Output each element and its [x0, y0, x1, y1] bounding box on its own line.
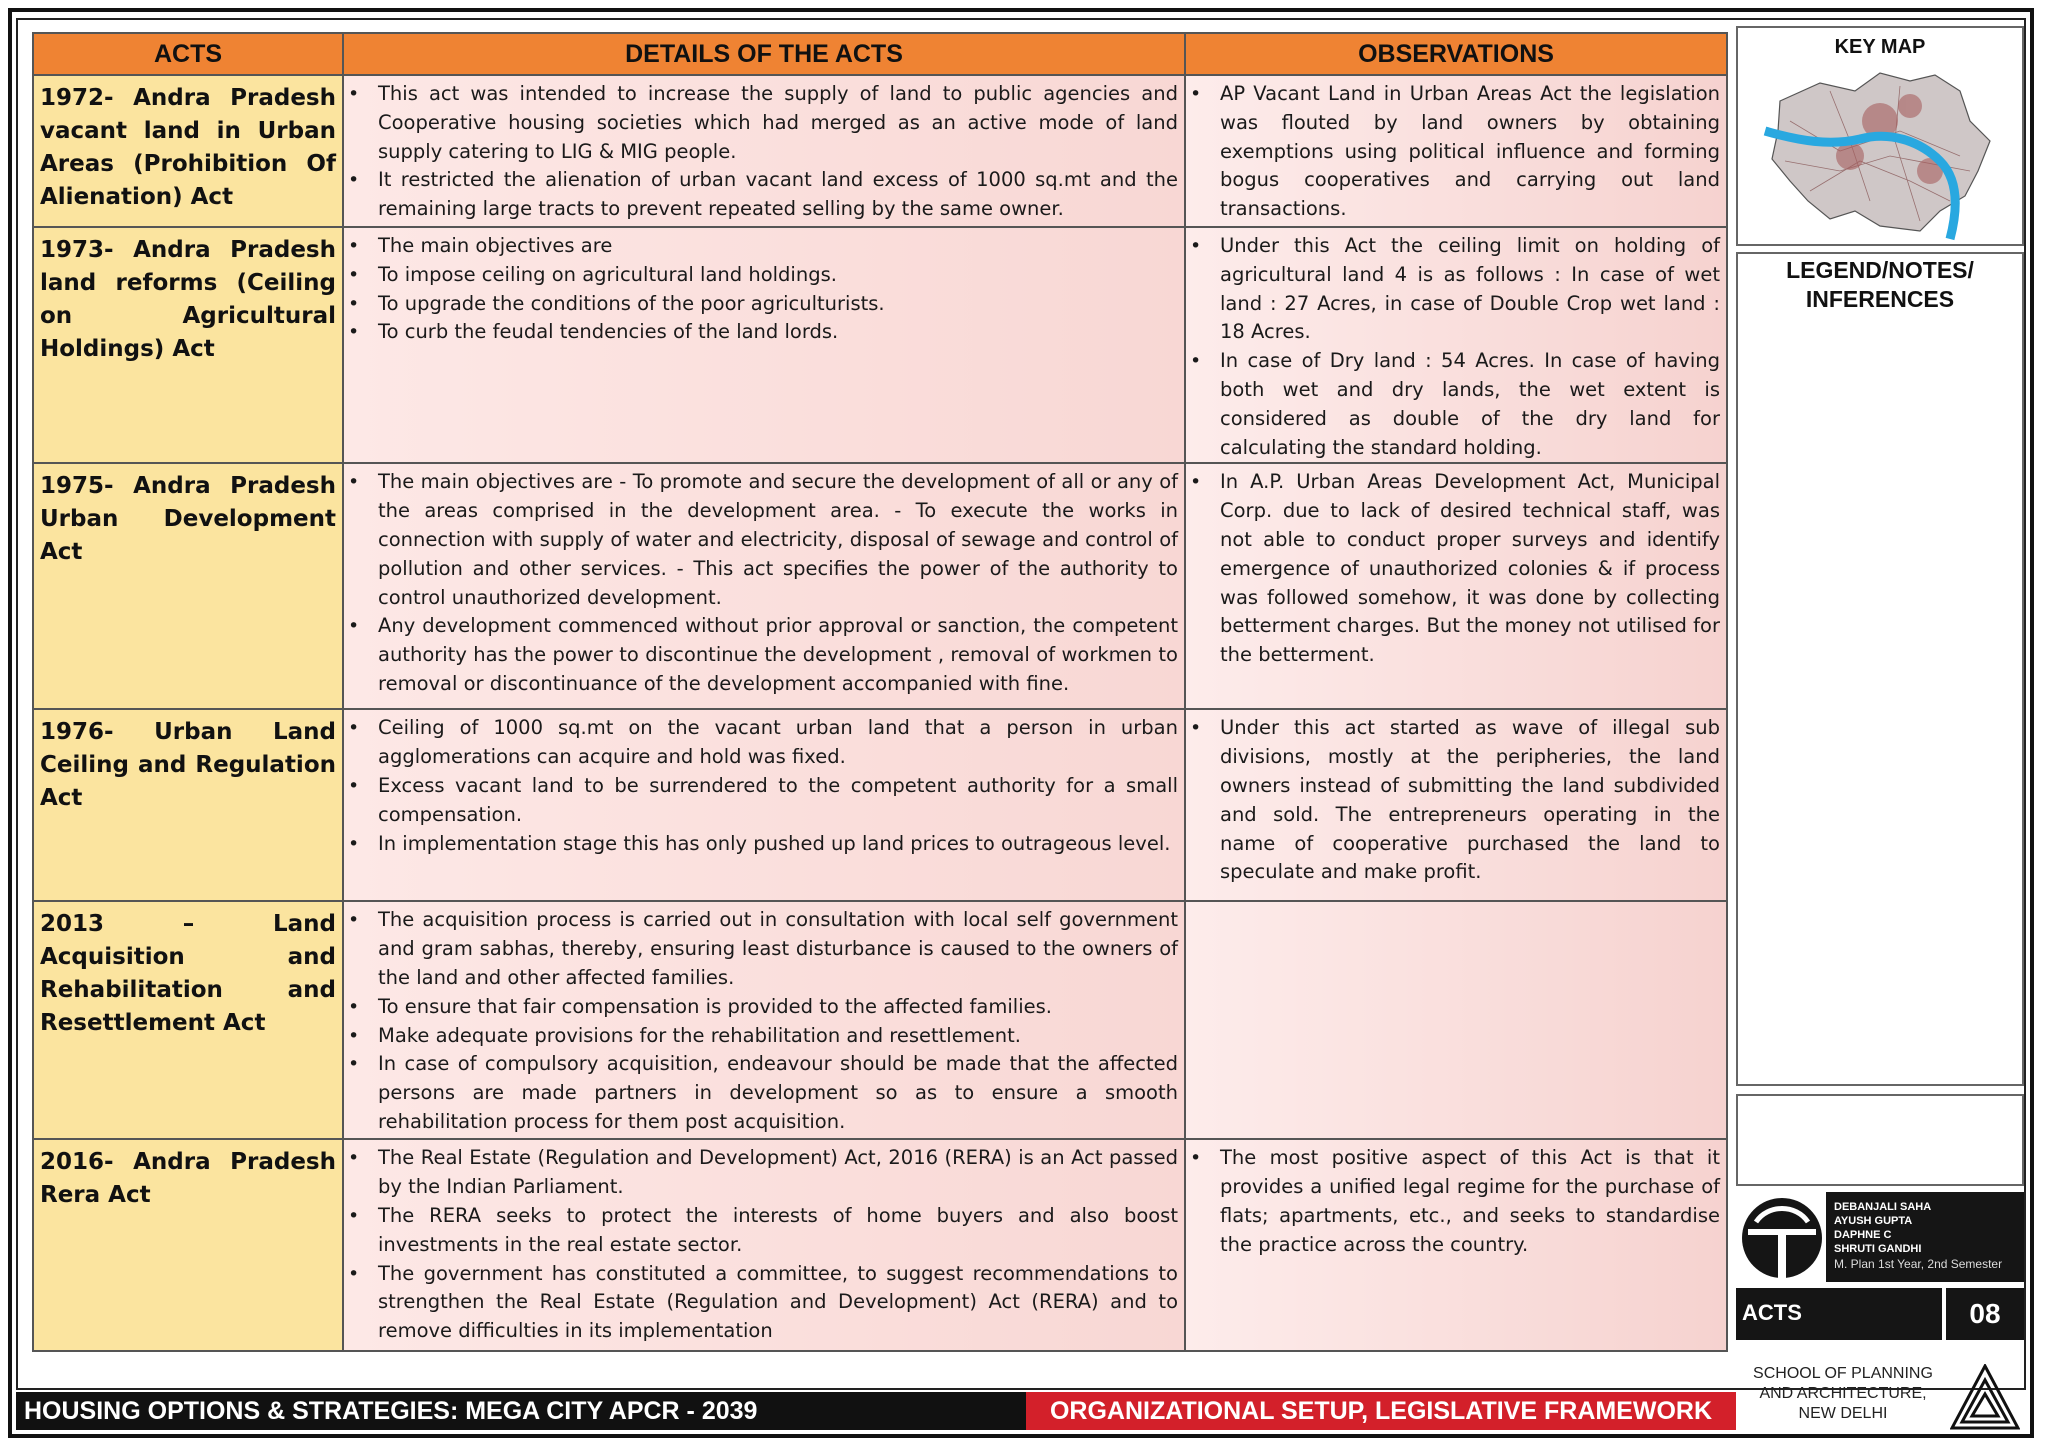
key-map-image — [1760, 61, 2000, 241]
act-observations-cell — [1185, 709, 1727, 901]
school-name — [1736, 1364, 1950, 1424]
bullet-item: • It restricted the alienation of urban vacant land excess of 1000 sq.mt and the remaining large tracts to prevent repeated selling by the same owner. — [378, 166, 1178, 224]
bullet-item: • The government has constituted a committee, to suggest recommendations to strengthen the Real Estate (Regulation and Development) Act (RERA) and to remove difficulties in its implementation — [378, 1260, 1178, 1346]
act-name-cell: 1972- Andra Pradesh vacant land in Urban Areas (Prohibition Of Alienation) Act — [33, 75, 343, 227]
bullet-item: • To impose ceiling on agricultural land holdings. — [378, 261, 1178, 290]
bullet-item: • To ensure that fair compensation is provided to the affected families. — [378, 993, 1178, 1022]
act-name-cell: 1975- Andra Pradesh Urban Development Act — [33, 463, 343, 709]
table-row — [33, 1139, 1727, 1351]
details-bullet-list — [344, 80, 1178, 224]
act-name-cell: 1973- Andra Pradesh land reforms (Ceiling on Agricultural Holdings) Act — [33, 227, 343, 463]
author-name: DEBANJALI SAHA — [1834, 1201, 1932, 1213]
bullet-item: • Make adequate provisions for the rehabilitation and resettlement. — [378, 1022, 1178, 1051]
semester-label: M. Plan 1st Year, 2nd Semester — [1834, 1257, 2003, 1271]
act-details-cell — [343, 75, 1185, 227]
author-name: DAPHNE C — [1834, 1229, 1892, 1241]
bullet-item: • Under this Act the ceiling limit on holding of agricultural land 4 is as follows : In case of wet land : 27 Acres, in case of Double Crop wet land : 18 Acres. — [1220, 232, 1720, 347]
footer-project-title: HOUSING OPTIONS & STRATEGIES: MEGA CITY APCR - 2039 — [16, 1392, 1026, 1430]
details-bullet-list — [344, 714, 1178, 858]
bullet-item: • The most positive aspect of this Act is that it provides a unified legal regime for the purchase of flats; apartments, etc., and seeks to standardise the practice across the country. — [1220, 1144, 1720, 1259]
legend-title-line2: INFERENCES — [1805, 286, 1955, 312]
table-row — [33, 901, 1727, 1139]
sheet-title: ACTS — [1736, 1288, 1942, 1340]
table-row — [33, 709, 1727, 901]
act-name-cell: 2013 – Land Acquisition and Rehabilitation and Resettlement Act — [33, 901, 343, 1139]
table-row — [33, 227, 1727, 463]
bullet-item: • AP Vacant Land in Urban Areas Act the legislation was flouted by land owners by obtaining exemptions using political influence and forming bogus cooperatives and carrying out land transactions. — [1220, 80, 1720, 224]
bullet-item: • In A.P. Urban Areas Development Act, Municipal Corp. due to lack of desired technical staff, was not able to conduct proper surveys and identify emergence of unauthorized colonies & if process was followed somehow, it was done by collecting betterment charges. But the money not utilised for the betterment. — [1220, 468, 1720, 670]
notes-blank-panel — [1736, 1094, 2024, 1186]
act-details-cell — [343, 901, 1185, 1139]
observations-bullet-list — [1186, 1144, 1720, 1259]
sheet-number: 08 — [1946, 1288, 2024, 1340]
details-bullet-list — [344, 1144, 1178, 1346]
school-name-line: SCHOOL OF PLANNING — [1753, 1365, 1933, 1382]
author-name: AYUSH GUPTA — [1834, 1215, 1913, 1227]
table-row — [33, 75, 1727, 227]
bullet-item: • Ceiling of 1000 sq.mt on the vacant urban land that a person in urban agglomerations can acquire and hold was fixed. — [378, 714, 1178, 772]
school-name-line: NEW DELHI — [1798, 1405, 1888, 1422]
bullet-item: • The main objectives are - To promote and secure the development of all or any of the areas comprised in the development area. - To execute the works in connection with supply of water and electricity, disposal of sewage and control of pollution and other services. - This act specifies the power of the authority to control unauthorized development. — [378, 468, 1178, 612]
legend-title-line1: LEGEND/NOTES/ — [1786, 257, 1974, 283]
act-observations-cell — [1185, 75, 1727, 227]
bullet-item: • Excess vacant land to be surrendered to the competent authority for a small compensation. — [378, 772, 1178, 830]
authors-box — [1826, 1192, 2024, 1282]
school-name-line: AND ARCHITECTURE, — [1759, 1385, 1927, 1402]
bullet-item: • To upgrade the conditions of the poor agriculturists. — [378, 290, 1178, 319]
bullet-item: • The RERA seeks to protect the interests of home buyers and also boost investments in the real estate sector. — [378, 1202, 1178, 1260]
act-details-cell — [343, 227, 1185, 463]
bullet-item: • In case of Dry land : 54 Acres. In case of having both wet and dry lands, the wet extent is considered as double of the dry land for calculating the standard holding. — [1220, 347, 1720, 462]
header-details: DETAILS OF THE ACTS — [343, 33, 1185, 75]
details-bullet-list — [344, 906, 1178, 1136]
act-observations-cell — [1185, 901, 1727, 1139]
observations-bullet-list — [1186, 80, 1720, 224]
bullet-item: • Any development commenced without prior approval or sanction, the competent authority has the power to discontinue the development , removal of workmen to removal or discontinuance of the development accompanied with fine. — [378, 612, 1178, 698]
header-acts: ACTS — [33, 33, 343, 75]
bullet-item: • In case of compulsory acquisition, endeavour should be made that the affected persons are made partners in development so as to ensure a smooth rehabilitation process for them post acquisition. — [378, 1050, 1178, 1136]
key-map-title: KEY MAP — [1834, 36, 1926, 58]
key-map-panel — [1736, 26, 2024, 246]
footer-section-title: ORGANIZATIONAL SETUP, LEGISLATIVE FRAMEWORK — [1026, 1392, 1736, 1430]
observations-bullet-list — [1186, 468, 1720, 670]
header-observations: OBSERVATIONS — [1185, 33, 1727, 75]
act-details-cell — [343, 463, 1185, 709]
author-name: SHRUTI GANDHI — [1834, 1243, 1922, 1255]
observations-bullet-list — [1186, 714, 1720, 887]
bullet-item: • This act was intended to increase the supply of land to public agencies and Cooperative housing societies which had merged as an active mode of land supply catering to LIG & MIG people. — [378, 80, 1178, 166]
act-observations-cell — [1185, 1139, 1727, 1351]
act-details-cell — [343, 709, 1185, 901]
bullet-item: • The main objectives are — [378, 232, 1178, 261]
table-header-row — [33, 33, 1727, 75]
details-bullet-list — [344, 468, 1178, 698]
bullet-item: • Under this act started as wave of illegal sub divisions, mostly at the peripheries, the land owners instead of submitting the land subdivided and sold. The entrepreneurs operating in the name of cooperative purchased the land to speculate and make profit. — [1220, 714, 1720, 887]
observations-bullet-list — [1186, 232, 1720, 462]
table-row — [33, 463, 1727, 709]
details-bullet-list — [344, 232, 1178, 347]
act-name-cell: 2016- Andra Pradesh Rera Act — [33, 1139, 343, 1351]
act-details-cell — [343, 1139, 1185, 1351]
act-observations-cell — [1185, 463, 1727, 709]
spa-logo-icon — [1738, 1192, 1826, 1280]
act-observations-cell — [1185, 227, 1727, 463]
bullet-item: • The Real Estate (Regulation and Development) Act, 2016 (RERA) is an Act passed by the Indian Parliament. — [378, 1144, 1178, 1202]
bullet-item: • The acquisition process is carried out in consultation with local self government and gram sabhas, thereby, ensuring least disturbance is caused to the owners of the land and other affected families. — [378, 906, 1178, 992]
legend-panel — [1736, 252, 2024, 1086]
bullet-item: • To curb the feudal tendencies of the land lords. — [378, 318, 1178, 347]
acts-table — [32, 32, 1728, 1352]
bullet-item: • In implementation stage this has only pushed up land prices to outrageous level. — [378, 830, 1178, 859]
act-name-cell: 1976- Urban Land Ceiling and Regulation Act — [33, 709, 343, 901]
school-triangle-logo-icon — [1950, 1364, 2020, 1430]
